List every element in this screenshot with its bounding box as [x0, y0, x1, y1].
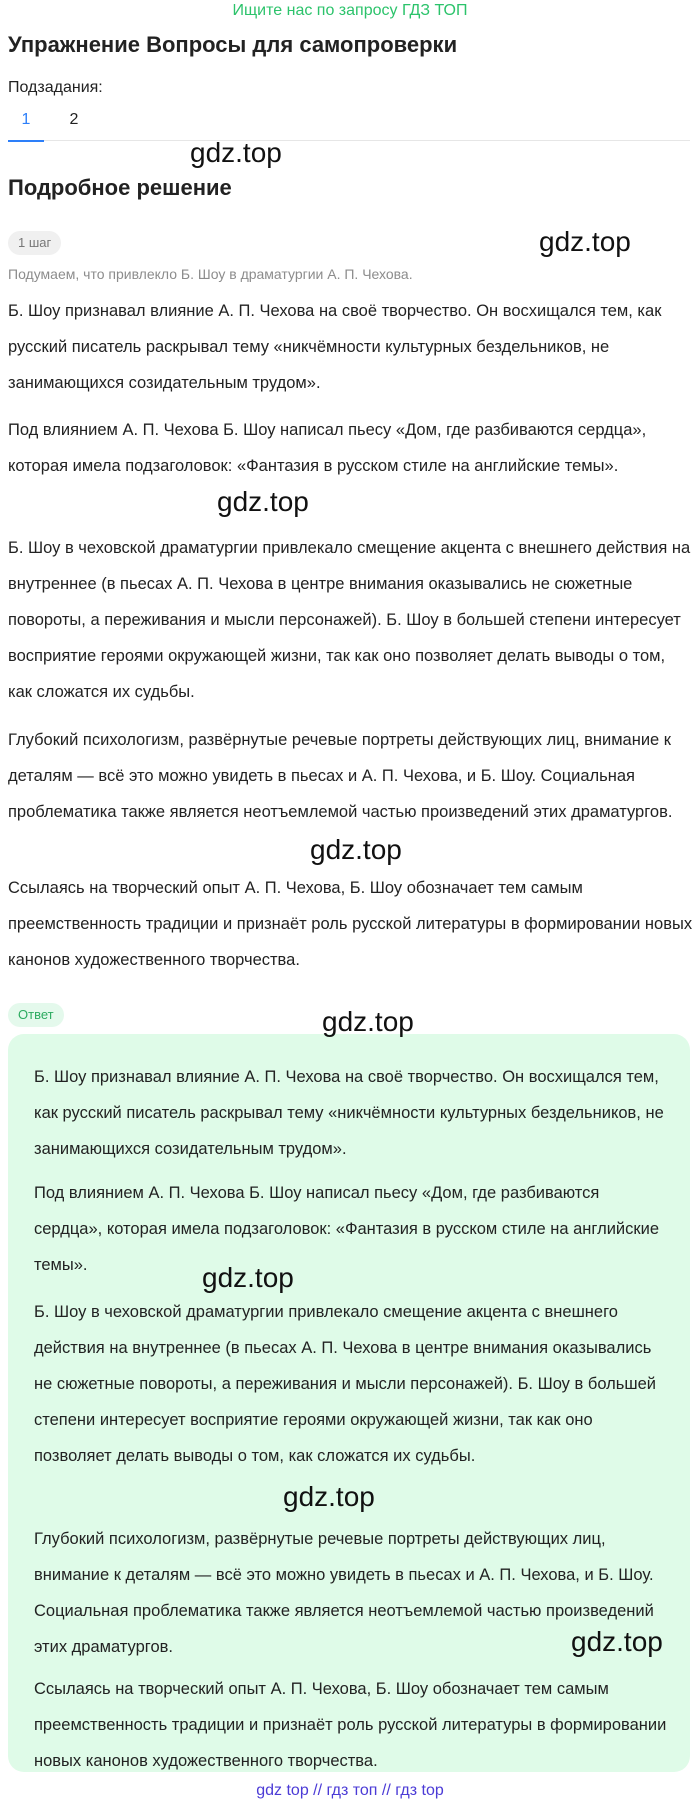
answer-paragraph: Под влиянием А. П. Чехова Б. Шоу написал пьесу «Дом, где разбиваются сердца», которая имела подзаголовок: «Фантазия в русском стиле на английские темы».: [34, 1184, 660, 1274]
solution-paragraph: Б. Шоу признавал влияние А. П. Чехова на своё творчество. Он восхищался тем, как русский писатель раскрывал тему «никчёмности культурных бездельников, не занимающихся созидательным трудом».: [8, 302, 662, 392]
solution-paragraph: Б. Шоу в чеховской драматургии привлекало смещение акцента с внешнего действия на внутреннее (в пьесах А. П. Чехова в центре внимания оказывались не сюжетные повороты, а переживания и мысли персонажей). Б. Шоу в большей степени интересует восприятие героями окружающей жизни, так как оно позволяет делать выводы о том, как сложатся их судьбы.: [8, 539, 691, 701]
solution-paragraph: Ссылаясь на творческий опыт А. П. Чехова, Б. Шоу обозначает тем самым преемственность традиции и признаёт роль русской литературы в формировании новых канонов художественного творчества.: [8, 879, 693, 969]
tab-subtask-1[interactable]: 1: [8, 108, 44, 132]
subtask-tabs: [8, 104, 690, 141]
watermark: gdz.top: [310, 834, 402, 865]
page-title: Упражнение Вопросы для самопроверки: [8, 32, 458, 57]
footer-separator: //: [313, 1782, 323, 1799]
watermark: gdz.top: [571, 1626, 663, 1657]
solution-paragraph: Под влиянием А. П. Чехова Б. Шоу написал пьесу «Дом, где разбиваются сердца», которая имела подзаголовок: «Фантазия в русском стиле на английские темы».: [8, 421, 647, 475]
tab-subtask-2[interactable]: 2: [69, 111, 79, 128]
watermark: gdz.top: [202, 1262, 294, 1293]
answer-paragraph: Б. Шоу признавал влияние А. П. Чехова на своё творчество. Он восхищался тем, как русский писатель раскрывал тему «никчёмности культурных бездельников, не занимающихся созидательным трудом».: [34, 1068, 664, 1158]
footer-link-gdz-top-ru[interactable]: гдз топ: [326, 1782, 378, 1799]
solution-paragraph: Глубокий психологизм, развёрнутые речевые портреты действующих лиц, внимание к деталям — всё это можно увидеть в пьесах и А. П. Чехова, и Б. Шоу. Социальная проблематика также является неотъемлемой частью произведений этих драматургов.: [8, 731, 673, 821]
answer-paragraph: Ссылаясь на творческий опыт А. П. Чехова, Б. Шоу обозначает тем самым преемственность традиции и признаёт роль русской литературы в формировании новых канонов художественного творчества.: [34, 1680, 667, 1770]
watermark: gdz.top: [190, 137, 282, 168]
search-banner: Ищите нас по запросу ГДЗ ТОП: [232, 2, 468, 19]
answer-paragraph: Глубокий психологизм, развёрнутые речевые портреты действующих лиц, внимание к деталям — всё это можно увидеть в пьесах и А. П. Чехова, и Б. Шоу. Социальная проблематика также является неотъемлемой частью произведений этих драматургов.: [34, 1530, 654, 1656]
footer-link-gdz-top[interactable]: gdz top: [256, 1782, 309, 1799]
subtasks-label: Подзадания:: [8, 79, 103, 96]
watermark: gdz.top: [283, 1481, 375, 1512]
footer-links: [0, 1780, 700, 1802]
footer-link-gdz-top-mixed[interactable]: гдз top: [395, 1782, 444, 1799]
solution-title: Подробное решение: [8, 175, 232, 200]
answer-badge: Ответ: [8, 1003, 64, 1027]
step-hint: Подумаем, что привлекло Б. Шоу в драматургии А. П. Чехова.: [8, 266, 413, 282]
answer-paragraph: Б. Шоу в чеховской драматургии привлекало смещение акцента с внешнего действия на внутреннее (в пьесах А. П. Чехова в центре внимания оказывались не сюжетные повороты, а переживания и мысли персонажей). Б. Шоу в большей степени интересует восприятие героями окружающей жизни, так как оно позволяет делать выводы о том, как сложатся их судьбы.: [34, 1303, 656, 1465]
footer-separator: //: [381, 1782, 391, 1799]
watermark: gdz.top: [322, 1006, 414, 1037]
step-badge: 1 шаг: [8, 231, 61, 255]
watermark: gdz.top: [539, 226, 631, 257]
watermark: gdz.top: [217, 486, 309, 517]
